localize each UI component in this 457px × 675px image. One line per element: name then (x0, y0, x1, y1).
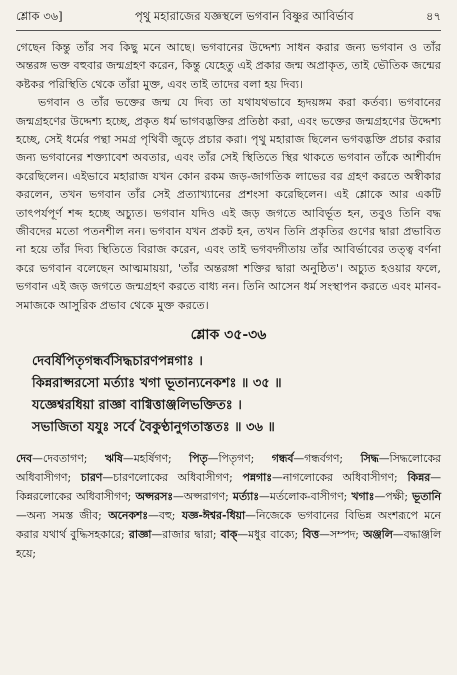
glossary-meaning: নিজেকে ভগবানের বিভিন্ন অংশরূপে মনে করার যথার্থ বুদ্ধিসহকারে; (16, 509, 442, 542)
glossary-term: ভূতানি (412, 490, 441, 504)
chapter-title: পৃথু মহারাজের যজ্ঞস্থলে ভগবান বিষ্ণুর আবির্ভাব (134, 9, 354, 23)
glossary-meaning: বহু; (158, 509, 176, 523)
glossary-meaning: মধুর বাক্যে; (248, 528, 299, 542)
glossary-term: গন্ধর্ব (271, 452, 294, 466)
glossary-meaning: দেবতাগণ; (42, 452, 88, 466)
glossary-term: অঞ্জলি (363, 528, 393, 542)
glossary-meaning: মর্তলোক-বাসীগণ; (269, 490, 348, 504)
glossary-term: বাক্ (220, 528, 238, 542)
glossary-term: অনেকশঃ (108, 509, 149, 523)
glossary-term: বিত্ত (302, 528, 320, 542)
glossary-meaning: বদ্ধাঞ্জলি হয়ে; (16, 528, 442, 561)
purport-paragraph-2: ভগবান ও তাঁর ভক্তের জন্ম যে দিব্য তা যথাযথভাবে হৃদয়ঙ্গম করা কর্তব্য। ভগবানের জন্মগ্রহণের উদ্দেশ্য হচ্ছে, প্রকৃত ধর্ম ভাগবদ্ভক্তির প্রতিষ্ঠা করা, এবং ভক্তের জন্মগ্রহণের উদ্দেশ্য হচ্ছে, সেই ধর্মের পন্থা সমগ্র পৃথিবী জুড়ে প্রচার করা। পৃথু মহারাজ ছিলেন ভগবদ্ভক্তি প্রচার করার জন্য ভগবানের শক্ত্যাবেশ অবতার, এবং তাঁর সেই স্থিতিতে স্থির থাকতে ভগবান তাঁকে আশীর্বাদ করেছিলেন। এইভাবে মহারাজ যখন কোন রকম জড়-জাগতিক লাভের বর গ্রহণ করতে অস্বীকার করলেন, তখন ভগবান তাঁর সেই প্রত্যাখ্যানের প্রশংসা করেছিলেন। এই শ্লোকে আর একটি তাৎপর্যপূর্ণ শব্দ হচ্ছে অচ্যুত। ভগবান যদিও এই জড় জগতে আবির্ভূত হন, তবুও তিনি বদ্ধ জীবদের মতো পতনশীল নন। ভগবান যখন প্রকট হন, তখন তিনি প্রকৃতির গুণের দ্বারা প্রভাবিত না হয়ে তাঁর দিব্য স্থিতিতে বিরাজ করেন, এবং তাই ভগবদ্গীতায় তাঁর আবির্ভাবের তত্ত্ব বর্ণনা করে ভগবান বলেছেন আত্মমায়য়া, 'তাঁর অন্তরঙ্গা শক্তির দ্বারা অনুষ্ঠিত'। অচ্যুত হওয়ার ফলে, ভগবান এই জড় জগতে জন্মগ্রহণ করতে বাধ্য নন। তিনি আসেন ধর্ম সংস্থাপন করতে এবং মানব-সমাজকে আসুরিক প্রভাব থেকে মুক্ত করতে। (16, 96, 441, 312)
glossary-meaning: চারণলোকের অধিবাসীগণ; (113, 471, 233, 485)
glossary-term: দেব (16, 452, 33, 466)
purport-paragraph-1: গেছেন কিন্তু তাঁর সব কিছু মনে আছে। ভগবানের উদ্দেশ্য সাধন করার জন্য ভগবান ও তাঁর অন্তরঙ্গ ভক্ত বহুবার জন্মগ্রহণ করেন, কিন্তু যেহেতু এই প্রকার জন্ম অপ্রাকৃত, তাই ভৌতিক জন্মের কষ্টকর পরিস্থিতি থেকে তাঁরা মুক্ত, এবং তাই তাদের বলা হয় দিব্য। (16, 41, 441, 91)
book-page (16, 8, 441, 667)
verse-reference: শ্লোক ৩৬] (16, 9, 63, 23)
glossary-term: মর্ত্যাঃ (232, 490, 260, 504)
glossary-meaning: পিতৃগণ; (218, 452, 255, 466)
glossary-term: খগাঃ (351, 490, 375, 504)
running-header (16, 8, 441, 31)
glossary-term: কিন্নর (407, 471, 431, 485)
glossary-meaning: নাগলোকের অধিবাসীগণ; (282, 471, 398, 485)
verse-line: কিন্নরাপ্সরসো মর্ত্যাঃ খগা ভূতান্যনেকশঃ ॥ ৩৫ ॥ (32, 376, 282, 392)
glossary-term: পিতৃ (189, 452, 208, 466)
verse-line: যজ্ঞেশ্বরধিয়া রাজ্ঞা বাগ্বিত্তাঞ্জলিভক্তিতঃ । (32, 398, 242, 414)
glossary-term: ঋষি (104, 452, 123, 466)
glossary-meaning: রাজার দ্বারা; (162, 528, 217, 542)
glossary-term: রাজ্ঞা (128, 528, 152, 542)
glossary-meaning: সম্পদ; (329, 528, 359, 542)
glossary-term: যজ্ঞ-ঈশ্বর-ধিয়া (181, 509, 246, 523)
verse-line: সভাজিতা যযুঃ সর্বে বৈকুণ্ঠানুগতাস্ততঃ ॥ ৩৬ ॥ (32, 420, 275, 436)
glossary-term: সিদ্ধ (360, 452, 379, 466)
glossary-meaning: কিন্নরলোকের অধিবাসীগণ; (16, 490, 132, 504)
glossary-meaning: পক্ষী; (385, 490, 409, 504)
glossary-meaning: অপ্সরাগণ; (183, 490, 229, 504)
glossary-meaning: মহর্ষিগণ; (133, 452, 172, 466)
glossary-meaning: অন্য সমস্ত জীব; (26, 509, 102, 523)
glossary-term: চারণ (80, 471, 103, 485)
glossary-term: পন্নগাঃ (242, 471, 273, 485)
glossary-meaning: গন্ধর্বগণ; (304, 452, 344, 466)
word-for-word-glossary: দেব—দেবতাগণ; ঋষি—মহর্ষিগণ; পিতৃ—পিতৃগণ; গন্ধর্ব—গন্ধর্বগণ; সিদ্ধ—সিদ্ধলোকের অধিবাসীগণ; চারণ—চারণলোকের অধিবাসীগণ; পন্নগাঃ—নাগলোকের অধিবাসীগণ; কিন্নর—কিন্নরলোকের অধিবাসীগণ; অপ্সরসঃ—অপ্সরাগণ; মর্ত্যাঃ—মর্তলোক-বাসীগণ; খগাঃ—পক্ষী; ভূতানি—অন্য সমস্ত জীব; অনেকশঃ—বহু; যজ্ঞ-ঈশ্বর-ধিয়া—নিজেকে ভগবানের বিভিন্ন অংশরূপে মনে করার যথার্থ বুদ্ধিসহকারে; রাজ্ঞা—রাজার দ্বারা; বাক্—মধুর বাক্যে; বিত্ত—সম্পদ; অঞ্জলি—বদ্ধাঞ্জলি হয়ে; (16, 452, 442, 561)
sanskrit-verse (32, 351, 441, 439)
glossary-meaning: সিদ্ধলোকের অধিবাসীগণ; (16, 452, 441, 485)
verse-line: দেবর্ষিপিতৃগন্ধর্বসিদ্ধচারণপন্নগাঃ । (32, 354, 203, 370)
glossary-term: অপ্সরসঃ (135, 490, 173, 504)
verse-heading: শ্লোক ৩৫-৩৬ (190, 327, 267, 344)
page-number: ৪৭ (426, 9, 441, 23)
